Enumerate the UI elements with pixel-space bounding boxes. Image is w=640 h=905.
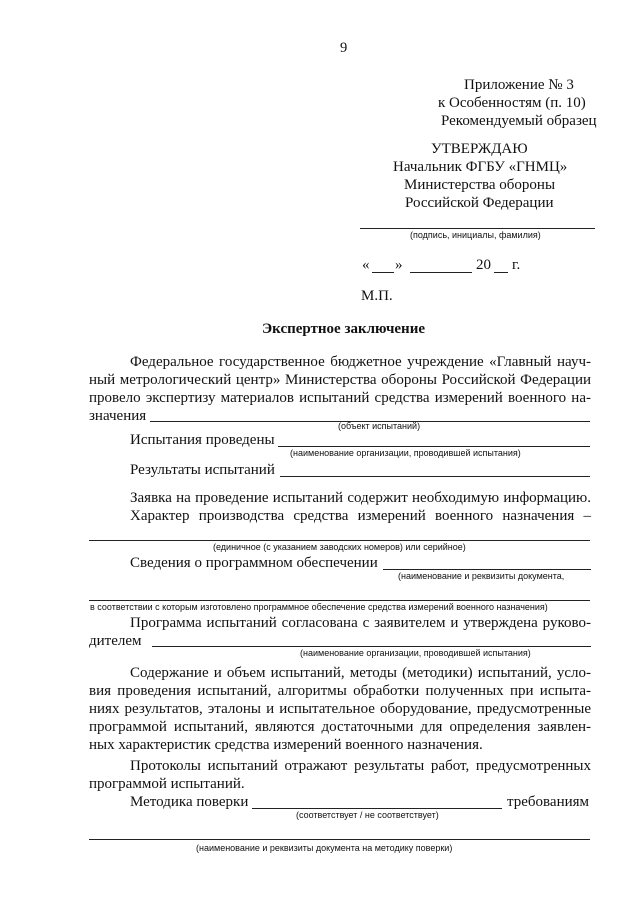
tests-org-caption: (наименование организации, проводившей испытания) <box>290 448 521 458</box>
serial-caption: (единичное (с указанием заводских номеров) или серийное) <box>213 542 466 552</box>
conform-caption: (соответствует / не соответствует) <box>296 810 439 820</box>
program-line2: дителем <box>89 633 142 649</box>
p1-line1: Федеральное государственное бюджетное учреждение «Главный науч- <box>130 354 591 370</box>
requirements-label: требованиям <box>507 794 590 810</box>
software-label: Сведения о программном обеспечении <box>130 555 378 571</box>
object-caption: (объект испытаний) <box>338 421 421 431</box>
approval-ministry: Министерства обороны <box>404 177 556 193</box>
production-text: Характер производства средства измерений военного назначения – <box>130 508 591 524</box>
sample-label: Рекомендуемый образец <box>441 113 597 129</box>
method-label: Методика поверки <box>130 794 249 810</box>
software-doc-caption2: в соответствии с которым изготовлено программное обеспечение средства измерений военного назначения) <box>90 602 548 612</box>
results-label: Результаты испытаний <box>130 462 275 478</box>
p1-line3: провело экспертизу материалов испытаний средства измерений военного на- <box>89 390 591 406</box>
reference-label: к Особенностям (п. 10) <box>438 95 586 111</box>
p1-line4: значения <box>89 408 147 424</box>
program-line <box>152 646 591 647</box>
program-line1: Программа испытаний согласована с заявителем и утверждена руково- <box>130 615 591 631</box>
production-line <box>89 540 590 541</box>
program-org-caption: (наименование организации, проводившей испытания) <box>300 648 531 658</box>
method-line <box>252 808 502 809</box>
p3-line2: программой испытаний. <box>89 776 245 792</box>
approval-country: Российской Федерации <box>405 195 554 211</box>
document-title: Экспертное заключение <box>262 321 426 337</box>
signature-caption: (подпись, инициалы, фамилия) <box>410 230 541 240</box>
date-suffix: г. <box>512 257 521 273</box>
date-close-quote: » <box>395 257 403 273</box>
method-doc-caption: (наименование и реквизиты документа на методику поверки) <box>196 843 453 853</box>
signature-line <box>360 228 595 229</box>
software-line2 <box>89 600 590 601</box>
p2-line4: программой испытаний, являются достаточными для определения заявлен- <box>89 719 591 735</box>
p1-line2: ный метрологический центр» Министерства обороны Российской Федерации <box>89 372 591 388</box>
stamp-label: М.П. <box>361 288 393 304</box>
p2-line1: Содержание и объем испытаний, методы (методики) испытаний, усло- <box>130 665 591 681</box>
date-year: 20 <box>476 257 491 273</box>
results-line <box>280 476 590 477</box>
request-text: Заявка на проведение испытаний содержит необходимую информацию. <box>130 490 591 506</box>
software-line <box>383 569 591 570</box>
appendix-label: Приложение № 3 <box>464 77 574 93</box>
date-open-quote: « <box>362 257 370 273</box>
p2-line3: ниях результатов, эталоны и испытательное оборудование, предусмотренные <box>89 701 591 717</box>
p3-line1: Протоколы испытаний отражают результаты работ, предусмотренных <box>130 758 591 774</box>
approval-position: Начальник ФГБУ «ГНМЦ» <box>393 159 568 175</box>
date-year-line <box>494 272 508 273</box>
approval-title: УТВЕРЖДАЮ <box>431 141 528 157</box>
software-doc-caption: (наименование и реквизиты документа, <box>398 571 565 581</box>
page-number: 9 <box>340 40 348 56</box>
tests-done-label: Испытания проведены <box>130 432 275 448</box>
method-doc-line <box>89 839 590 840</box>
p2-line2: вия проведения испытаний, алгоритмы обработки полученных при испыта- <box>89 683 591 699</box>
date-day-line <box>372 272 394 273</box>
p2-line5: ных характеристик средства измерений военного назначения. <box>89 737 483 753</box>
tests-org-line <box>278 446 590 447</box>
date-month-line <box>410 272 472 273</box>
